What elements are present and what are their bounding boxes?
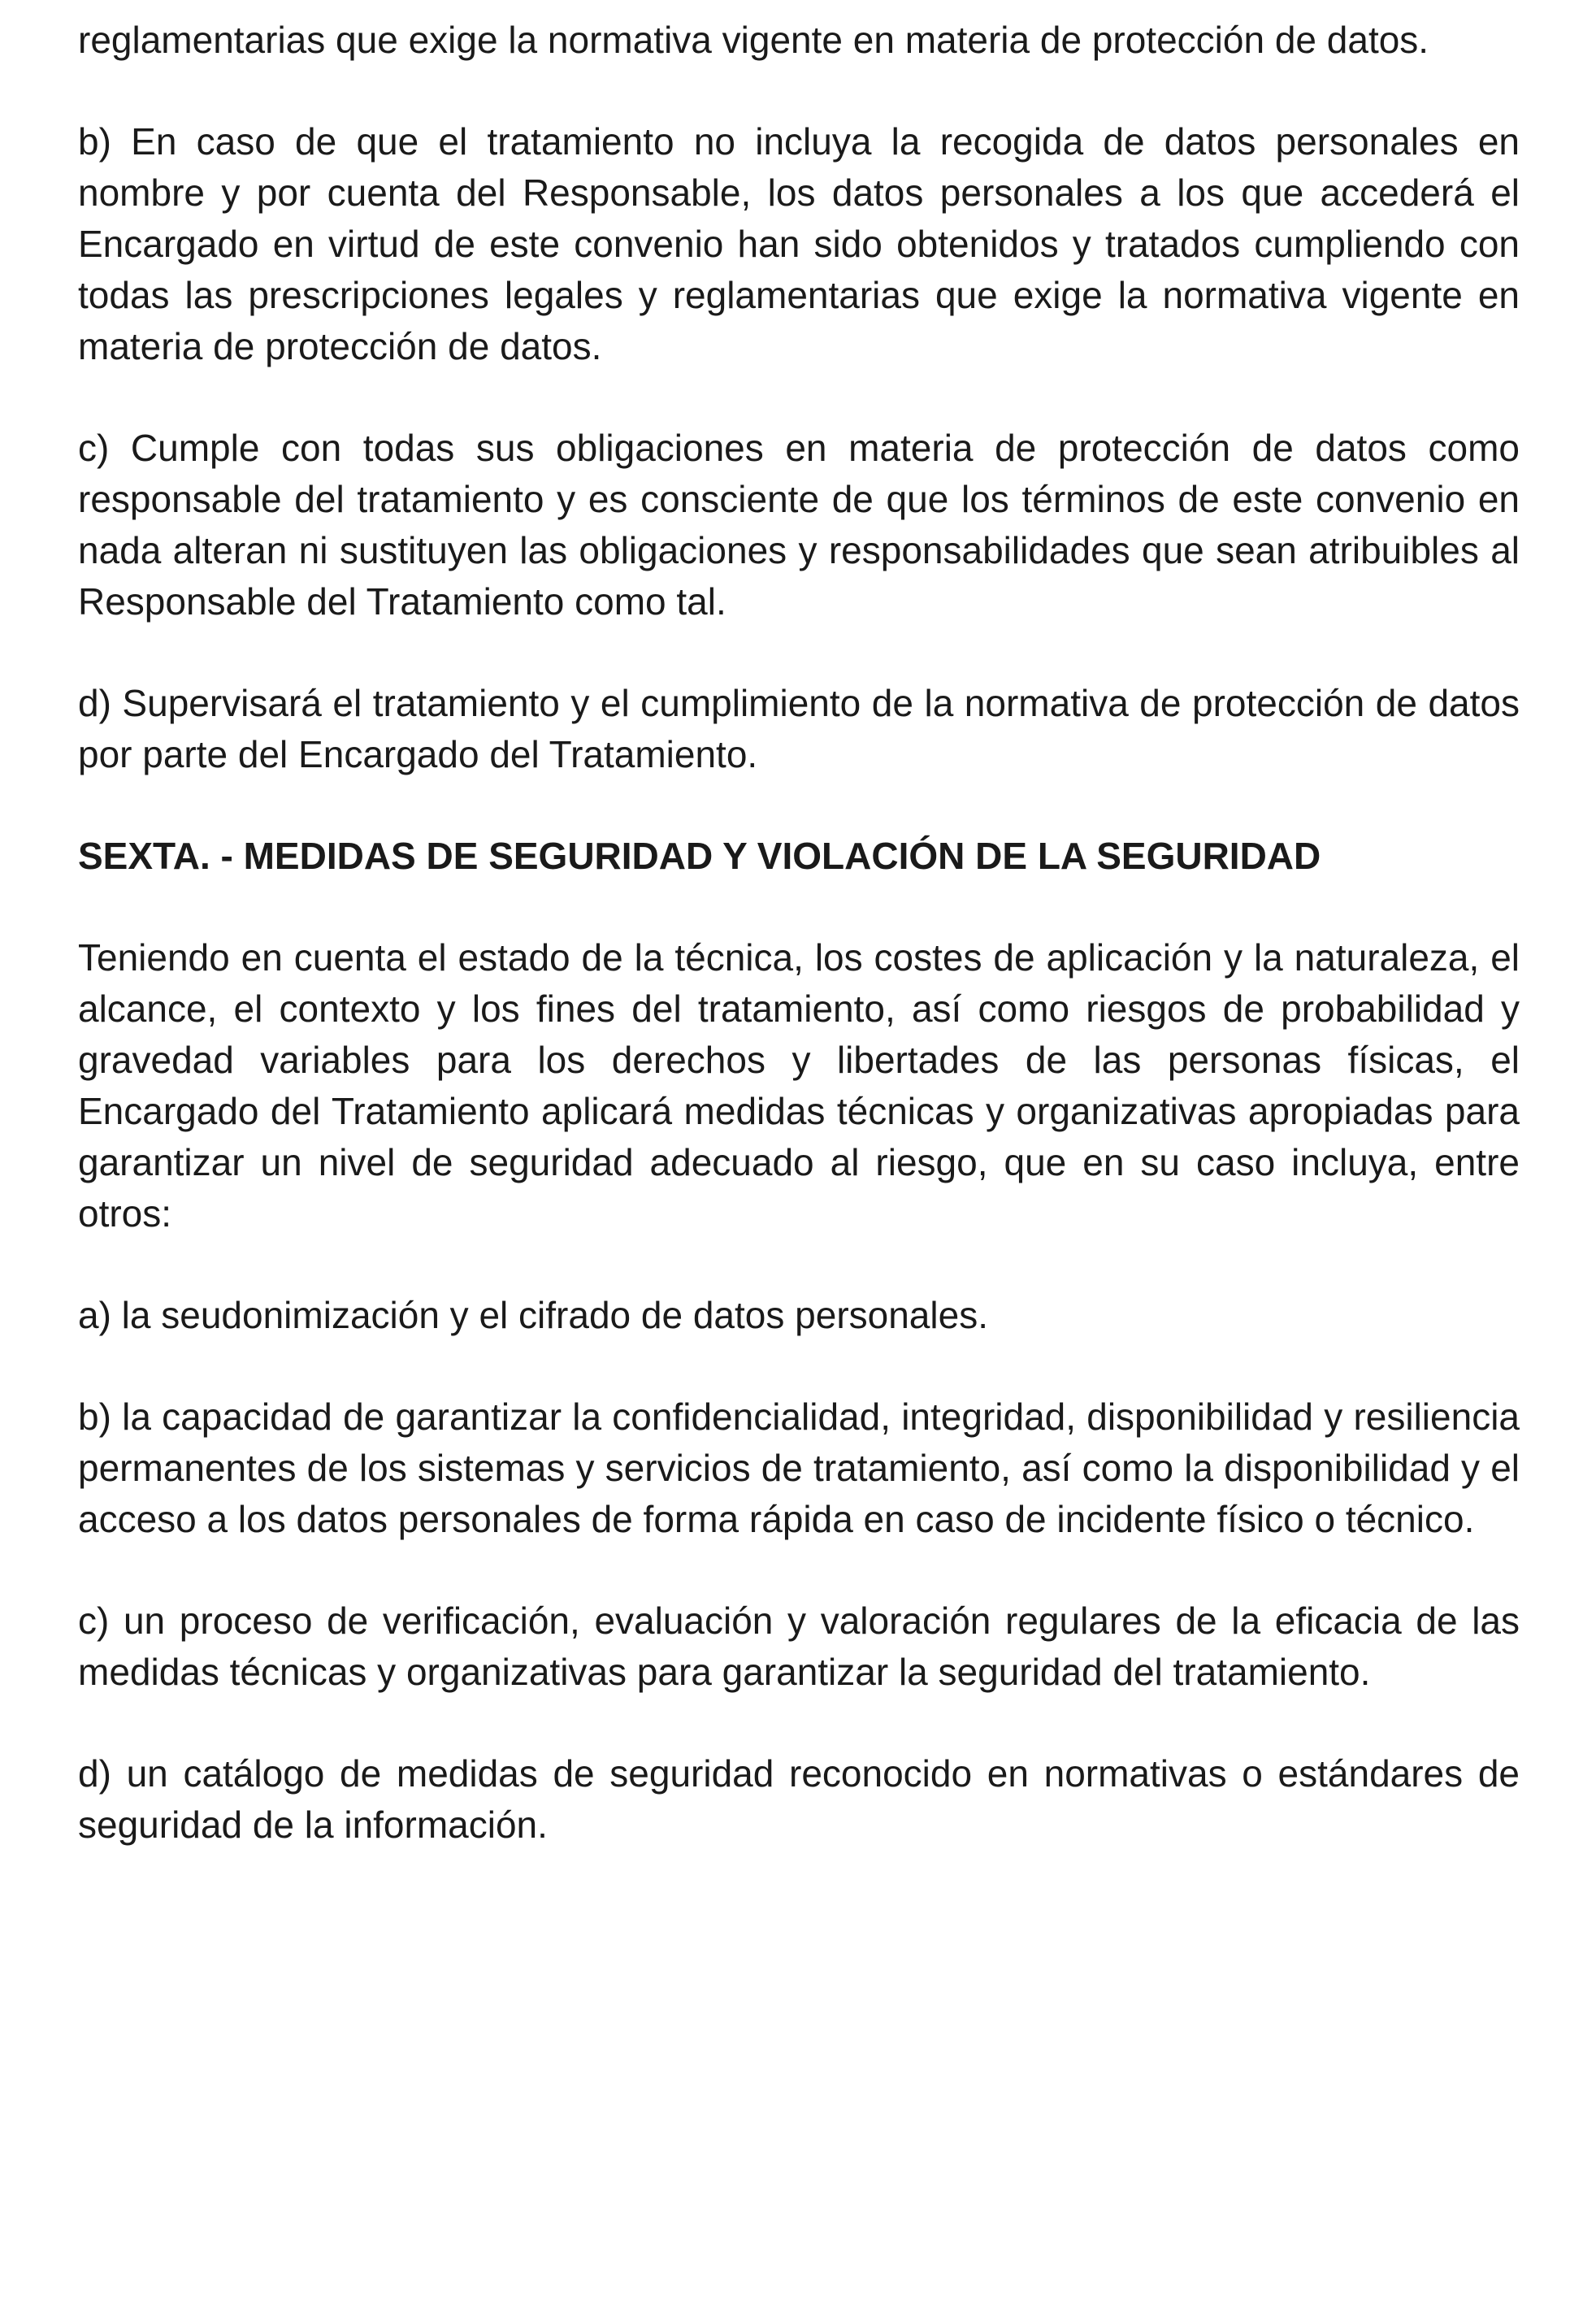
document-body xyxy=(78,15,1520,1901)
list-item-d-catalogo: d) un catálogo de medidas de seguridad reconocido en normativas o estándares de seguridad de la información. xyxy=(78,1752,1520,1846)
paragraph-continuation: reglamentarias que exige la normativa vigente en materia de protección de datos. xyxy=(78,19,1429,61)
list-item-c-proceso: c) un proceso de verificación, evaluación y valoración regulares de la eficacia de las medidas técnicas y organizativas para garantizar la seguridad del tratamiento. xyxy=(78,1600,1520,1693)
list-item-a-seudonimizacion: a) la seudonimización y el cifrado de datos personales. xyxy=(78,1294,988,1336)
paragraph-item-c-obligaciones: c) Cumple con todas sus obligaciones en materia de protección de datos como responsable del tratamiento y es consciente de que los términos de este convenio en nada alteran ni sustituyen las obligaciones y responsabilidades que sean atribuibles al Responsable del Tratamiento como tal. xyxy=(78,427,1520,623)
list-item-b-capacidad: b) la capacidad de garantizar la confidencialidad, integridad, disponibilidad y resiliencia permanentes de los sistemas y servicios de tratamiento, así como la disponibilidad y el acceso a los datos personales de forma rápida en caso de incidente físico o técnico. xyxy=(78,1396,1520,1540)
section-heading-sexta: SEXTA. - MEDIDAS DE SEGURIDAD Y VIOLACIÓN DE LA SEGURIDAD xyxy=(78,835,1321,877)
paragraph-medidas-intro: Teniendo en cuenta el estado de la técnica, los costes de aplicación y la naturaleza, el alcance, el contexto y los fines del tratamiento, así como riesgos de probabilidad y gravedad variables para los derechos y libertades de las personas físicas, el Encargado del Tratamiento aplicará medidas técnicas y organizativas apropiadas para garantizar un nivel de seguridad adecuado al riesgo, que en su caso incluya, entre otros: xyxy=(78,936,1520,1235)
paragraph-item-b-recogida: b) En caso de que el tratamiento no incluya la recogida de datos personales en nombre y por cuenta del Responsable, los datos personales a los que accederá el Encargado en virtud de este convenio han sido obtenidos y tratados cumpliendo con todas las prescripciones legales y reglamentarias que exige la normativa vigente en materia de protección de datos. xyxy=(78,120,1520,367)
paragraph-item-d-supervision: d) Supervisará el tratamiento y el cumplimiento de la normativa de protección de datos por parte del Encargado del Tratamiento. xyxy=(78,682,1520,775)
